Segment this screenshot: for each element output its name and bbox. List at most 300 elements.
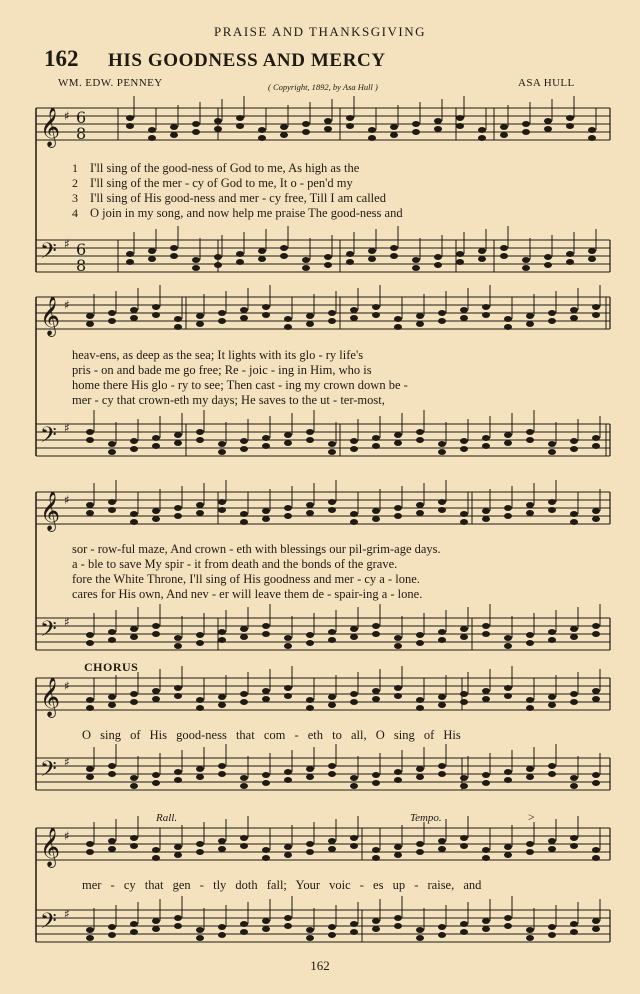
bass-note — [196, 935, 204, 941]
bass-note — [174, 923, 182, 929]
bass-note — [592, 780, 600, 786]
chorus-line-1: O sing of His good-ness that com - eth to all, O sing of His — [82, 728, 461, 742]
bass-note — [438, 629, 446, 635]
bass-note — [218, 441, 226, 447]
bass-note — [394, 432, 402, 438]
treble-note — [328, 499, 336, 505]
bass-note — [240, 438, 248, 444]
treble-note — [460, 315, 468, 321]
bass-note — [196, 640, 204, 646]
treble-note — [588, 127, 596, 133]
treble-note — [592, 516, 600, 522]
bass-note — [174, 635, 182, 641]
key-sharp-icon: ♯ — [64, 109, 70, 123]
treble-note — [306, 502, 314, 508]
treble-note — [258, 127, 266, 133]
treble-note — [328, 318, 336, 324]
bass-note — [570, 783, 578, 789]
bass-note — [482, 623, 490, 629]
treble-note — [174, 685, 182, 691]
treble-note — [570, 519, 578, 525]
bass-note — [170, 245, 178, 251]
bass-note — [152, 926, 160, 932]
bass-note — [350, 783, 358, 789]
bass-note — [460, 921, 468, 927]
bass-note — [416, 935, 424, 941]
bass-note — [236, 251, 244, 257]
bass-note — [306, 640, 314, 646]
bass-note — [526, 935, 534, 941]
bass-note — [262, 918, 270, 924]
treble-note — [350, 843, 358, 849]
treble-clef-icon: 𝄞 — [40, 677, 61, 717]
bass-note — [306, 632, 314, 638]
bass-note — [306, 429, 314, 435]
bass-note — [214, 262, 222, 268]
bass-note — [460, 446, 468, 452]
bass-note — [548, 771, 556, 777]
treble-note — [86, 697, 94, 703]
bass-note — [86, 640, 94, 646]
treble-note — [372, 855, 380, 861]
treble-note — [280, 132, 288, 138]
key-sharp-icon: ♯ — [64, 237, 70, 251]
bass-note — [504, 440, 512, 446]
treble-note — [548, 318, 556, 324]
treble-note — [152, 855, 160, 861]
bass-note — [570, 634, 578, 640]
treble-note — [86, 705, 94, 711]
time-sig-bottom: 8 — [76, 256, 87, 275]
treble-note — [526, 510, 534, 516]
treble-note — [240, 519, 248, 525]
treble-note — [328, 702, 336, 708]
bass-note — [174, 777, 182, 783]
bass-note — [526, 429, 534, 435]
bass-note — [544, 262, 552, 268]
bass-note — [416, 766, 424, 772]
bass-clef-icon: 𝄢 — [40, 423, 57, 453]
bass-note — [548, 932, 556, 938]
treble-note — [526, 705, 534, 711]
treble-note — [548, 846, 556, 852]
composer-credit: ASA HULL — [518, 77, 575, 89]
bass-note — [350, 634, 358, 640]
bass-note — [372, 623, 380, 629]
treble-note — [394, 324, 402, 330]
bass-note — [504, 769, 512, 775]
bass-note — [372, 918, 380, 924]
treble-note — [570, 843, 578, 849]
treble-note — [258, 135, 266, 141]
treble-note — [482, 688, 490, 694]
treble-note — [372, 696, 380, 702]
bass-note — [240, 634, 248, 640]
key-sharp-icon: ♯ — [64, 829, 70, 843]
bass-note — [438, 932, 446, 938]
bass-note — [570, 921, 578, 927]
treble-note — [346, 123, 354, 129]
treble-note — [592, 508, 600, 514]
bass-note — [394, 915, 402, 921]
treble-note — [390, 132, 398, 138]
bass-note — [504, 643, 512, 649]
treble-note — [302, 121, 310, 127]
treble-note — [240, 699, 248, 705]
treble-note — [460, 843, 468, 849]
bass-note — [152, 918, 160, 924]
treble-note — [372, 508, 380, 514]
bass-note — [280, 253, 288, 259]
copyright-notice: ( Copyright, 1892, by Asa Hull ) — [268, 82, 378, 92]
treble-note — [108, 846, 116, 852]
treble-note — [522, 121, 530, 127]
bass-note — [350, 626, 358, 632]
treble-note — [174, 316, 182, 322]
treble-note — [108, 702, 116, 708]
bass-note — [284, 643, 292, 649]
treble-note — [570, 699, 578, 705]
treble-note — [218, 499, 226, 505]
bass-note — [152, 772, 160, 778]
bass-note — [438, 441, 446, 447]
bass-note — [196, 632, 204, 638]
bass-note — [368, 248, 376, 254]
treble-note — [526, 697, 534, 703]
treble-note — [130, 691, 138, 697]
treble-note — [438, 694, 446, 700]
treble-note — [434, 118, 442, 124]
treble-note — [324, 118, 332, 124]
treble-note — [416, 510, 424, 516]
verse-line-2-2: pris - on and bade me go free; Re - joic - ing in Him, who is — [72, 363, 372, 377]
bass-note — [438, 924, 446, 930]
treble-note — [236, 115, 244, 121]
treble-note — [174, 324, 182, 330]
bass-note — [412, 265, 420, 271]
bass-note — [482, 926, 490, 932]
bass-note — [328, 771, 336, 777]
treble-note — [412, 129, 420, 135]
bass-note — [284, 769, 292, 775]
bass-note — [240, 783, 248, 789]
treble-note — [306, 321, 314, 327]
treble-note — [240, 315, 248, 321]
treble-note — [570, 691, 578, 697]
bass-note — [500, 253, 508, 259]
bass-note — [504, 777, 512, 783]
treble-note — [108, 318, 116, 324]
bass-note — [350, 438, 358, 444]
bass-note — [262, 772, 270, 778]
bass-note — [416, 774, 424, 780]
treble-note — [394, 685, 402, 691]
treble-note — [350, 519, 358, 525]
bass-note — [192, 265, 200, 271]
treble-clef-icon: 𝄞 — [40, 296, 61, 336]
treble-note — [262, 855, 270, 861]
treble-note — [438, 310, 446, 316]
verse-line-1-4: 4 O join in my song, and now help me praise The good-ness and — [72, 206, 403, 220]
bass-note — [570, 438, 578, 444]
bass-note — [346, 251, 354, 257]
treble-note — [412, 121, 420, 127]
bass-note — [504, 923, 512, 929]
treble-note — [240, 843, 248, 849]
bass-note — [324, 262, 332, 268]
bass-note — [240, 626, 248, 632]
treble-note — [394, 693, 402, 699]
treble-note — [570, 307, 578, 313]
bass-note — [306, 927, 314, 933]
bass-note — [478, 248, 486, 254]
bass-note — [438, 771, 446, 777]
bass-note — [152, 435, 160, 441]
bass-note — [328, 629, 336, 635]
bass-note — [262, 443, 270, 449]
treble-note — [482, 312, 490, 318]
treble-note — [86, 321, 94, 327]
treble-note — [196, 705, 204, 711]
treble-note — [284, 693, 292, 699]
treble-note — [548, 499, 556, 505]
bass-note — [394, 923, 402, 929]
bass-note — [548, 629, 556, 635]
bass-note — [372, 772, 380, 778]
rall-marking: Rall. — [156, 812, 178, 824]
verse-line-1-2: 2 I'll sing of the mer - cy of God to me, It o - pen'd my — [72, 176, 353, 190]
treble-note — [592, 688, 600, 694]
treble-note — [306, 849, 314, 855]
treble-note — [236, 123, 244, 129]
treble-note — [544, 118, 552, 124]
treble-note — [148, 127, 156, 133]
treble-note — [130, 307, 138, 313]
bass-note — [280, 245, 288, 251]
bass-note — [482, 631, 490, 637]
bass-note — [504, 432, 512, 438]
bass-note — [302, 257, 310, 263]
treble-note — [394, 844, 402, 850]
treble-note — [262, 508, 270, 514]
treble-note — [240, 511, 248, 517]
bass-note — [148, 256, 156, 262]
bass-note — [306, 437, 314, 443]
bass-note — [86, 429, 94, 435]
treble-note — [526, 849, 534, 855]
bass-note — [504, 915, 512, 921]
bass-note — [218, 924, 226, 930]
treble-note — [284, 513, 292, 519]
treble-note — [350, 835, 358, 841]
bass-note — [460, 783, 468, 789]
treble-note — [566, 123, 574, 129]
accent-marking: > — [528, 810, 535, 824]
treble-note — [218, 694, 226, 700]
key-sharp-icon: ♯ — [64, 493, 70, 507]
treble-note — [526, 321, 534, 327]
treble-note — [394, 513, 402, 519]
bass-note — [390, 253, 398, 259]
treble-note — [482, 855, 490, 861]
bass-note — [394, 440, 402, 446]
treble-note — [130, 315, 138, 321]
treble-note — [416, 313, 424, 319]
bass-note — [130, 438, 138, 444]
treble-note — [592, 696, 600, 702]
bass-note — [548, 441, 556, 447]
treble-note — [284, 852, 292, 858]
bass-note — [170, 253, 178, 259]
bass-note — [218, 763, 226, 769]
treble-note — [434, 126, 442, 132]
treble-note — [482, 516, 490, 522]
bass-note — [126, 251, 134, 257]
bass-note — [262, 623, 270, 629]
treble-note — [504, 505, 512, 511]
treble-note — [196, 849, 204, 855]
treble-clef-icon: 𝄞 — [40, 107, 61, 147]
bass-note — [482, 780, 490, 786]
bass-note — [372, 435, 380, 441]
verse-line-3-1: sor - row-ful maze, And crown - eth with blessings our pil-grim-age days. — [72, 542, 441, 556]
bass-note — [196, 927, 204, 933]
bass-note — [284, 635, 292, 641]
treble-note — [350, 315, 358, 321]
section-title: PRAISE AND THANKSGIVING — [214, 24, 426, 39]
bass-note — [394, 635, 402, 641]
bass-note — [258, 256, 266, 262]
bass-note — [548, 763, 556, 769]
bass-note — [592, 443, 600, 449]
bass-note — [174, 432, 182, 438]
bass-note — [526, 640, 534, 646]
author-credit: WM. EDW. PENNEY — [58, 77, 163, 89]
treble-note — [152, 696, 160, 702]
bass-note — [482, 772, 490, 778]
treble-note — [192, 129, 200, 135]
treble-note — [416, 697, 424, 703]
key-sharp-icon: ♯ — [64, 755, 70, 769]
treble-note — [218, 507, 226, 513]
treble-note — [438, 507, 446, 513]
bass-note — [174, 440, 182, 446]
treble-note — [306, 841, 314, 847]
bass-note — [548, 924, 556, 930]
treble-note — [174, 513, 182, 519]
bass-note — [570, 446, 578, 452]
bass-note — [438, 449, 446, 455]
bass-note — [438, 763, 446, 769]
bass-note — [196, 437, 204, 443]
treble-note — [284, 324, 292, 330]
chorus-line-2: mer - cy that gen - tly doth fall; Your voic - es up - raise, and — [82, 878, 482, 892]
bass-note — [372, 926, 380, 932]
bass-note — [130, 783, 138, 789]
bass-note — [592, 435, 600, 441]
bass-note — [548, 637, 556, 643]
treble-note — [460, 519, 468, 525]
treble-note — [108, 838, 116, 844]
treble-note — [152, 312, 160, 318]
treble-note — [504, 844, 512, 850]
bass-note — [394, 643, 402, 649]
bass-clef-icon: 𝄢 — [40, 239, 57, 269]
treble-note — [566, 115, 574, 121]
bass-note — [434, 254, 442, 260]
treble-note — [592, 304, 600, 310]
chorus-label: CHORUS — [84, 660, 139, 674]
treble-note — [548, 702, 556, 708]
treble-note — [108, 310, 116, 316]
treble-note — [86, 841, 94, 847]
bass-note — [504, 635, 512, 641]
treble-note — [456, 123, 464, 129]
treble-note — [504, 693, 512, 699]
bass-note — [302, 265, 310, 271]
bass-note — [350, 446, 358, 452]
treble-note — [170, 124, 178, 130]
bass-note — [372, 780, 380, 786]
verse-line-3-2: a - ble to save My spir - it from death and the bonds of the grave. — [72, 557, 398, 571]
bass-note — [174, 915, 182, 921]
treble-note — [570, 835, 578, 841]
treble-note — [416, 841, 424, 847]
bass-note — [460, 929, 468, 935]
bass-note — [328, 924, 336, 930]
treble-note — [500, 132, 508, 138]
treble-note — [262, 688, 270, 694]
treble-note — [350, 699, 358, 705]
treble-note — [504, 852, 512, 858]
treble-note — [196, 321, 204, 327]
treble-note — [438, 838, 446, 844]
page-number: 162 — [310, 958, 330, 973]
bass-note — [434, 262, 442, 268]
treble-note — [284, 685, 292, 691]
treble-note — [152, 688, 160, 694]
bass-note — [394, 777, 402, 783]
treble-note — [372, 688, 380, 694]
treble-note — [438, 499, 446, 505]
bass-clef-icon: 𝄢 — [40, 617, 57, 647]
bass-note — [416, 429, 424, 435]
treble-note — [372, 312, 380, 318]
treble-note — [460, 835, 468, 841]
treble-note — [368, 135, 376, 141]
bass-note — [460, 634, 468, 640]
verse-line-3-3: fore the White Throne, I'll sing of His goodness and mer - cy a - lone. — [72, 572, 420, 586]
key-sharp-icon: ♯ — [64, 679, 70, 693]
bass-note — [570, 775, 578, 781]
bass-note — [108, 629, 116, 635]
treble-note — [262, 847, 270, 853]
treble-note — [152, 508, 160, 514]
treble-clef-icon: 𝄞 — [40, 491, 61, 531]
bass-note — [372, 631, 380, 637]
bass-note — [306, 935, 314, 941]
bass-note — [152, 623, 160, 629]
treble-note — [170, 132, 178, 138]
verse-line-2-1: heav-ens, as deep as the sea; It lights with its glo - ry life's — [72, 348, 364, 362]
key-sharp-icon: ♯ — [64, 907, 70, 921]
key-sharp-icon: ♯ — [64, 615, 70, 629]
bass-note — [86, 766, 94, 772]
bass-note — [350, 929, 358, 935]
treble-note — [460, 307, 468, 313]
bass-note — [130, 446, 138, 452]
bass-note — [218, 932, 226, 938]
